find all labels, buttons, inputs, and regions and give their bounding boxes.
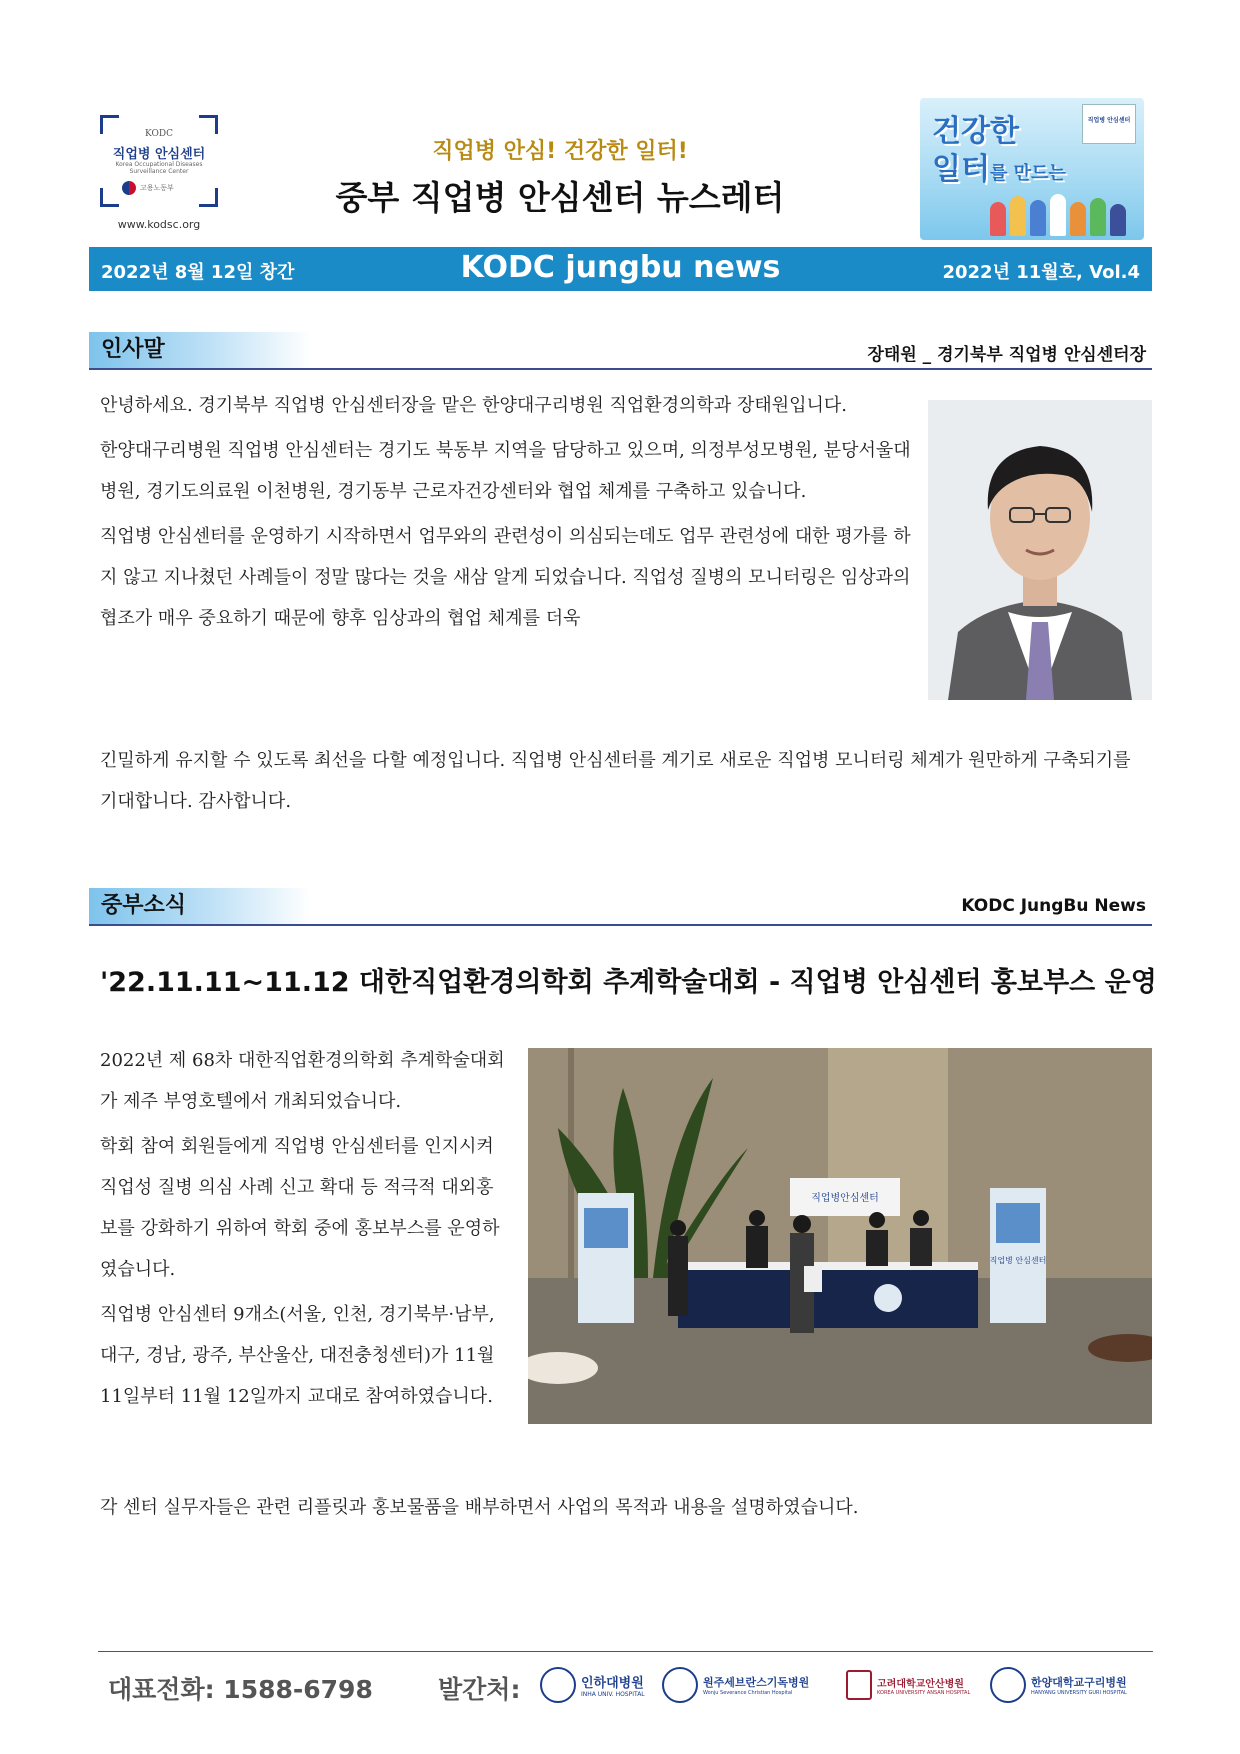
hospital-name: 한양대학교구리병원 [1031, 1676, 1127, 1689]
greeting-paragraph: 안녕하세요. 경기북부 직업병 안심센터장을 맡은 한양대구리병원 직업환경의학과 장태원입니다. [100, 395, 848, 416]
kodc-logo [100, 115, 218, 207]
news-body [100, 1040, 510, 1421]
hanyang-emblem-icon [990, 1667, 1026, 1703]
promo-line2-suffix: 를 만드는 [989, 163, 1066, 184]
hospital-name: 원주세브란스기독병원 [703, 1676, 810, 1689]
greeting-paragraph: 한양대구리병원 직업병 안심센터는 경기도 북동부 지역을 담당하고 있으며, 의정부성모병원, 분당서울대병원, 경기도의료원 이천병원, 경기동부 근로자건강센터와 협업 체계를 구축하고 있습니다. [100, 440, 911, 502]
worker-figure-icon [1030, 200, 1046, 236]
website-url[interactable]: www.kodsc.org [117, 218, 201, 231]
worker-figure-icon [1110, 204, 1126, 236]
logo-kodc-text: KODC [145, 129, 173, 139]
promo-line1: 건강한 [932, 114, 1019, 149]
promo-line2 [932, 144, 1066, 188]
newsletter-title: 중부 직업병 안심센터 뉴스레터 [335, 178, 785, 217]
wonju-emblem-icon [662, 1667, 698, 1703]
greeting-paragraph: 긴밀하게 유지할 수 있도록 최선을 다할 예정입니다. 직업병 안심센터를 계기로 새로운 직업병 모니터링 체계가 원만하게 구축되기를 기대합니다. 감사합니다. [100, 750, 1131, 812]
hospital-name-en: KOREA UNIVERSITY ANSAN HOSPITAL [877, 1689, 971, 1696]
hospital-name: 인하대병원 [581, 1676, 644, 1691]
inha-emblem-icon [540, 1667, 576, 1703]
hospital-name: 고려대학교안산병원 [877, 1678, 964, 1690]
hospital-logo-korea-ansan [846, 1664, 970, 1706]
news-closing: 각 센터 실무자들은 관련 리플릿과 홍보물품을 배부하면서 사업의 목적과 내용을 설명하였습니다. [100, 1497, 859, 1518]
author-portrait-photo [928, 400, 1152, 700]
news-headline: '22.11.11~11.12 대한직업환경의학회 추계학술대회 - 직업병 안심센터 홍보부스 운영 [100, 967, 1157, 998]
worker-figure-icon [1090, 198, 1106, 236]
logo-ministry: 고용노동부 [140, 184, 174, 192]
greeting-author: 장태원 _ 경기북부 직업병 안심센터장 [867, 345, 1146, 365]
hospital-name-en: Wonju Severance Christian Hospital [703, 1690, 793, 1696]
korea-univ-emblem-icon [846, 1670, 872, 1700]
hospital-logo-wonju [662, 1664, 809, 1706]
healthy-workplace-promo-image [920, 98, 1144, 240]
issue-number: 2022년 11월호, Vol.4 [942, 262, 1140, 283]
greeting-paragraph: 직업병 안심센터를 운영하기 시작하면서 업무와의 관련성이 의심되는데도 업무 관련성에 대한 평가를 하지 않고 지나쳤던 사례들이 정말 많다는 것을 새삼 알게 되었습니다. 직업성 질병의 모니터링은 임상과의 협조가 매우 중요하기 때문에 향후 임상과의 협업 체계를 더욱 [100, 526, 911, 629]
logo-title: 직업병 안심센터 [112, 147, 206, 162]
issue-banner [89, 247, 1152, 291]
section-divider [89, 924, 1152, 926]
hospital-name-en: INHA UNIV. HOSPITAL [581, 1691, 645, 1698]
section-divider [89, 368, 1152, 370]
promo-mini-label: 직업병 안심센터 [1087, 117, 1131, 124]
worker-figure-icon [1050, 194, 1066, 236]
news-paragraph: 2022년 제 68차 대한직업환경의학회 추계학술대회가 제주 부영호텔에서 개최되었습니다. [100, 1050, 505, 1112]
logo-subtitle: Korea Occupational Diseases Surveillance Center [115, 161, 203, 175]
greeting-body-bottom [100, 740, 1150, 826]
news-section-label: KODC JungBu News [961, 896, 1146, 916]
worker-figure-icon [1010, 196, 1026, 236]
worker-figure-icon [1070, 202, 1086, 236]
government-emblem-icon [122, 181, 136, 195]
standee-text: 직업병 안심센터 [989, 1256, 1047, 1265]
section-title-greeting: 인사말 [89, 332, 311, 368]
hospital-name-en: HANYANG UNIVERSITY GURI HOSPITAL [1031, 1690, 1127, 1696]
news-paragraph: 직업병 안심센터 9개소(서울, 인천, 경기북부·남부, 대구, 경남, 광주, 부산울산, 대전충청센터)가 11월 11일부터 11월 12일까지 교대로 참여하였습니다. [100, 1304, 495, 1407]
representative-phone: 대표전화: 1588-6798 [108, 1675, 373, 1704]
hospital-logo-hanyang-guri [990, 1664, 1127, 1706]
worker-figure-icon [990, 202, 1006, 236]
booth-sign-text: 직업병안심센터 [811, 1193, 879, 1204]
promo-line2-main: 일터 [932, 152, 990, 187]
promotion-booth-photo [528, 1048, 1152, 1424]
slogan: 직업병 안심! 건강한 일터! [432, 139, 688, 164]
section-title-news: 중부소식 [89, 888, 311, 924]
founded-date: 2022년 8월 12일 창간 [101, 262, 295, 283]
publisher-label: 발간처: [438, 1675, 521, 1704]
hospital-logo-inha [540, 1664, 645, 1706]
news-paragraph: 학회 참여 회원들에게 직업병 안심센터를 인지시켜 직업성 질병 의심 사례 신고 확대 등 적극적 대외홍보를 강화하기 위하여 학회 중에 홍보부스를 운영하였습니다. [100, 1136, 500, 1280]
promo-mini-logo [1082, 104, 1136, 144]
greeting-body-top [100, 385, 912, 643]
footer-divider [98, 1651, 1153, 1652]
newsletter-name: KODC jungbu news [460, 250, 781, 285]
